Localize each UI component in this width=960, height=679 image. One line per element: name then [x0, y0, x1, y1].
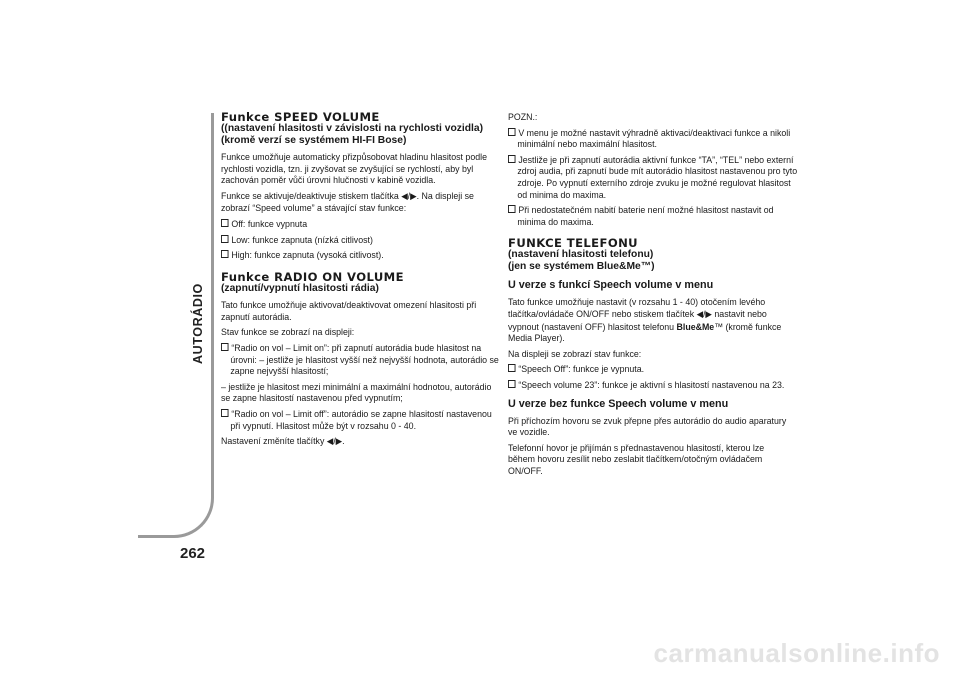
list-item: V menu je možné nastavit výhradně aktivaci/deaktivaci funkce a nikoli minimální nebo maximální hlasitost.	[508, 127, 798, 150]
speed-volume-paragraph-1: Funkce umožňuje automaticky přizpůsobovat hladinu hlasitost podle rychlosti vozidla, tzn. ji zvyšovat se zvyšující se rychlostí, aby byl zachován poměr vůči úrovni hlučnosti v kabině vozidla.	[221, 151, 488, 186]
list-item: “Radio on vol – Limit on”: při zapnutí autorádia bude hlasitost na úrovni: – jestliže je hlasitost vyšší než nejvyšší hodnota, autorádio se zapne nejvyšší hlasitostí;	[221, 342, 503, 377]
note-title: POZN.:	[508, 111, 538, 122]
list-item: “Radio on vol – Limit off”: autorádio se zapne hlasitostí nastavenou při vypnutí. Hlasitost může být v rozsahu 0 - 40.	[221, 408, 503, 431]
bullet-box-icon	[508, 364, 516, 372]
speed-volume-subheading-2: (kromě verzí se systémem HI-FI Bose)	[221, 134, 407, 146]
arrow-keys-icon: ◀/▶	[401, 190, 417, 201]
list-item: “Speech volume 23”: funkce je aktivní s hlasitostí nastavenou na 23.	[508, 379, 798, 391]
radio-on-volume-heading: Funkce RADIO ON VOLUME	[221, 269, 404, 284]
bullet-box-icon	[508, 128, 516, 136]
list-item: “Speech Off”: funkce je vypnuta.	[508, 363, 798, 375]
bullet-box-icon	[508, 205, 516, 213]
telephone-heading: FUNKCE TELEFONU	[508, 236, 638, 251]
radio-paragraph-3: – jestliže je hlasitost mezi minimální a maximální hodnotou, autorádio se zapne hlasitostí nastavenou před vypnutím;	[221, 380, 492, 404]
radio-paragraph-2: Stav funkce se zobrazí na displeji:	[221, 326, 355, 338]
list-item: Off: funkce vypnuta	[221, 218, 503, 230]
bullet-box-icon	[508, 380, 516, 388]
bullet-box-icon	[221, 343, 229, 351]
list-item: High: funkce zapnuta (vysoká citlivost).	[221, 249, 503, 261]
bullet-box-icon	[221, 409, 229, 417]
telephone-subheading-1: (nastavení hlasitosti telefonu)	[508, 249, 654, 261]
section-label: AUTORÁDIO	[191, 283, 205, 364]
right-column	[508, 111, 798, 480]
speed-volume-heading: Funkce SPEED VOLUME	[221, 110, 380, 124]
without-speech-paragraph-1: Při příchozím hovoru se zvuk přepne přes autorádio do audio aparatury ve vozidle.	[508, 414, 787, 438]
radio-on-volume-subheading: (zapnutí/vypnutí hlasitosti rádia)	[221, 282, 379, 294]
radio-paragraph-4: Nastavení změníte tlačítky ◀/▶.	[221, 435, 345, 447]
left-column	[221, 110, 499, 452]
bullet-box-icon	[221, 219, 229, 227]
brand-name: Blue&Me	[676, 320, 715, 332]
list-item: Low: funkce zapnuta (nízká citlivost)	[221, 234, 503, 246]
watermark: carmanualsonline.info	[653, 638, 940, 668]
arrow-keys-icon: ◀/▶	[696, 308, 712, 319]
without-speech-volume-heading: U verze bez funkce Speech volume v menu	[508, 397, 729, 410]
with-speech-volume-heading: U verze s funkcí Speech volume v menu	[508, 279, 714, 292]
speed-volume-subheading-1: ((nastavení hlasitosti v závislosti na rychlosti vozidla)	[221, 123, 484, 134]
radio-paragraph-1: Tato funkce umožňuje aktivovat/deaktivovat omezení hlasitosti při zapnutí autorádia.	[221, 299, 477, 322]
telephone-subheading-2: (jen se systémem Blue&Me™)	[508, 260, 655, 272]
speed-volume-paragraph-2: Funkce se aktivuje/deaktivuje stiskem tlačítka ◀/▶. Na displeji se zobrazí “Speed volume” a stávající stav funkce:	[221, 189, 474, 214]
bullet-box-icon	[508, 155, 516, 163]
with-speech-paragraph-2: Na displeji se zobrazí stav funkce:	[508, 347, 642, 359]
list-item: Jestliže je při zapnutí autorádia aktivní funkce “TA”, “TEL” nebo externí zdroj audia, při zapnutí bude mít autorádio hlasitost nastavenou pro tyto zdroje. Po vypnutí externího zdroje zvuku je možné regulovat hlasitost od minima do maxima.	[508, 154, 798, 200]
without-speech-paragraph-2: Telefonní hovor je přijímán s přednastavenou hlasitostí, kterou lze během hovoru zesílit nebo zeslabit tlačítkem/otočným ovládačem ON/OFF.	[508, 441, 765, 476]
arrow-keys-icon: ◀/▶	[326, 436, 343, 447]
bullet-box-icon	[221, 250, 229, 258]
list-item: Při nedostatečném nabití baterie není možné hlasitost nastavit od minima do maxima.	[508, 204, 798, 227]
bullet-box-icon	[221, 235, 229, 243]
with-speech-paragraph-1: Tato funkce umožňuje nastavit (v rozsahu 1 - 40) otočením levého tlačítka/ovládače ON/OFF nebo stiskem tlačítek ◀/▶ nastavit nebo vypnout (nastavení OFF) hlasitost telefonu Blue&Me™ (kromě funkce Media Player).	[508, 296, 782, 344]
page-number: 262	[180, 545, 206, 562]
